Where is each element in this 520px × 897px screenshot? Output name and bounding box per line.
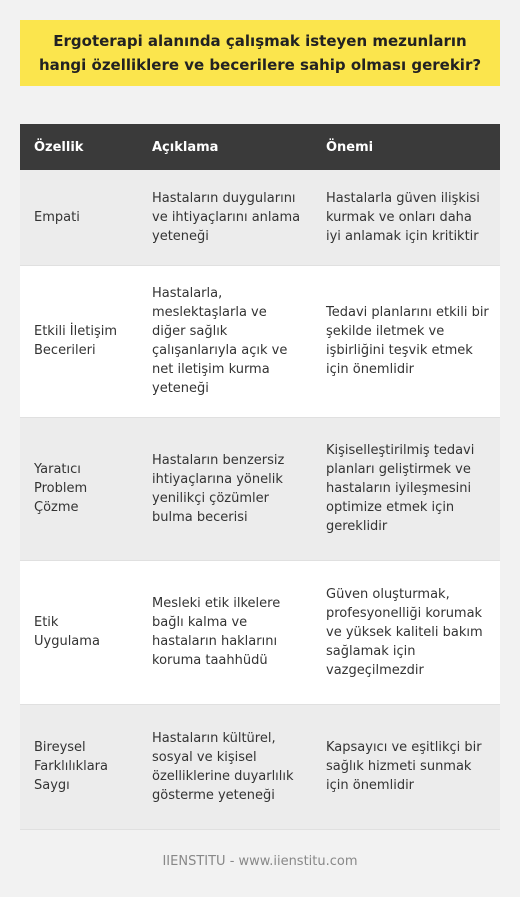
cell-importance: Kapsayıcı ve eşitlikçi bir sağlık hizmeti sunmak için önemlidir bbox=[312, 704, 500, 829]
cell-feature: Etik Uygulama bbox=[20, 560, 138, 704]
table-row bbox=[20, 265, 500, 417]
cell-feature: Yaratıcı Problem Çözme bbox=[20, 417, 138, 560]
table-row bbox=[20, 704, 500, 829]
cell-description: Hastaların kültürel, sosyal ve kişisel özelliklerine duyarlılık gösterme yeteneği bbox=[138, 704, 312, 829]
cell-importance: Tedavi planlarını etkili bir şekilde iletmek ve işbirliğini teşvik etmek için önemlidir bbox=[312, 265, 500, 417]
header-onemi: Önemi bbox=[312, 124, 500, 170]
table-row bbox=[20, 560, 500, 704]
cell-feature: Etkili İletişim Becerileri bbox=[20, 265, 138, 417]
cell-feature: Empati bbox=[20, 170, 138, 265]
table-row bbox=[20, 417, 500, 560]
header-aciklama: Açıklama bbox=[138, 124, 312, 170]
header-ozellik: Özellik bbox=[20, 124, 138, 170]
cell-description: Hastaların duygularını ve ihtiyaçlarını anlama yeteneği bbox=[138, 170, 312, 265]
cell-description: Hastaların benzersiz ihtiyaçlarına yönelik yenilikçi çözümler bulma becerisi bbox=[138, 417, 312, 560]
table-header-row bbox=[20, 124, 500, 170]
features-table bbox=[20, 124, 500, 830]
cell-description: Mesleki etik ilkelere bağlı kalma ve hastaların haklarını koruma taahhüdü bbox=[138, 560, 312, 704]
cell-description: Hastalarla, meslektaşlarla ve diğer sağlık çalışanlarıyla açık ve net iletişim kurma yeteneği bbox=[138, 265, 312, 417]
cell-importance: Güven oluşturmak, profesyonelliği korumak ve yüksek kaliteli bakım sağlamak için vazgeçilmezdir bbox=[312, 560, 500, 704]
title-banner bbox=[20, 20, 500, 86]
cell-importance: Hastalarla güven ilişkisi kurmak ve onları daha iyi anlamak için kritiktir bbox=[312, 170, 500, 265]
cell-feature: Bireysel Farklılıklara Saygı bbox=[20, 704, 138, 829]
page-title: Ergoterapi alanında çalışmak isteyen mezunların hangi özelliklere ve becerilere sahip olması gerekir? bbox=[38, 32, 482, 74]
table-row bbox=[20, 170, 500, 265]
cell-importance: Kişiselleştirilmiş tedavi planları geliştirmek ve hastaların iyileşmesini optimize etmek için gereklidir bbox=[312, 417, 500, 560]
footer-text: IIENSTITU - www.iienstitu.com bbox=[162, 854, 358, 869]
